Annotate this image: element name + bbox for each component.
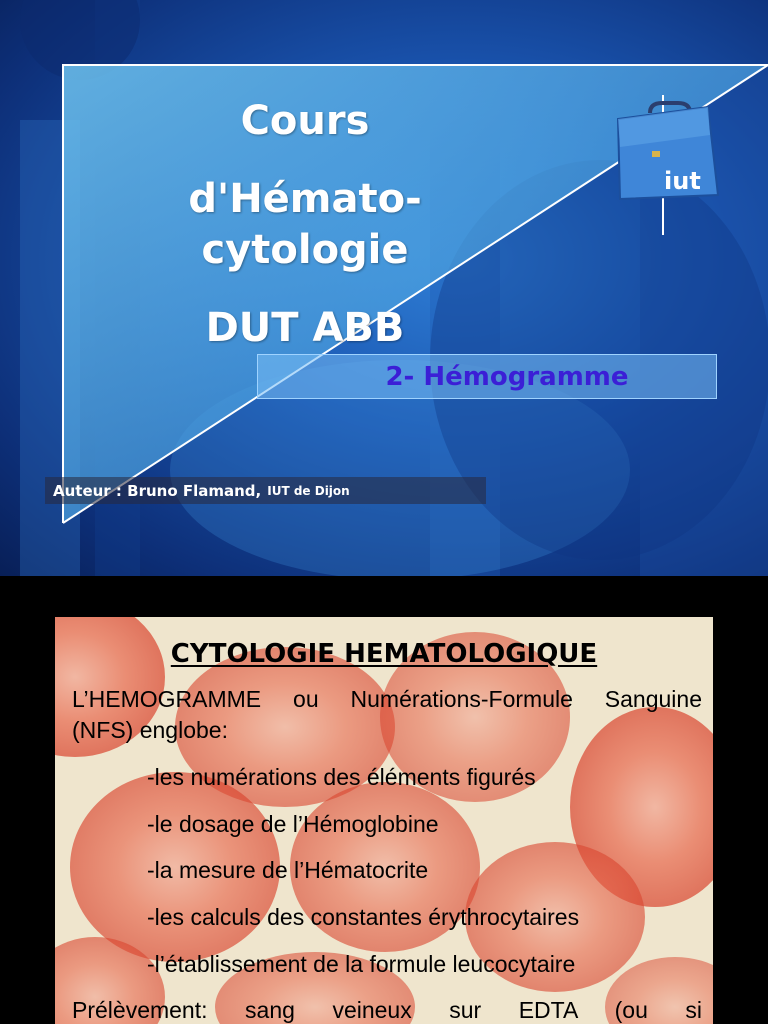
logo-text: iut: [664, 167, 701, 195]
subtitle: 2- Hémogramme: [385, 361, 629, 392]
list-item: -les numérations des éléments figurés: [147, 764, 536, 790]
subtitle-box: [257, 354, 717, 399]
briefcase-icon: [610, 95, 725, 235]
title-line-1: Cours: [240, 98, 370, 144]
outro-line: Prélèvement: sang veineux sur EDTA (ou si: [72, 997, 702, 1023]
list-item: -l’établissement de la formule leucocytaire: [147, 951, 576, 977]
title-line-2: d'Hémato-: [188, 176, 422, 222]
title-line-4: DUT ABB: [205, 305, 405, 351]
slide-heading: CYTOLOGIE HEMATOLOGIQUE: [170, 639, 598, 669]
list-item: -les calculs des constantes érythrocytaires: [147, 904, 580, 930]
title-line-3: cytologie: [201, 227, 409, 273]
author-name: Auteur : Bruno Flamand,: [53, 481, 262, 500]
intro-line-1: L’HEMOGRAMME ou Numérations-Formule Sanguine: [72, 686, 702, 712]
intro-line-2: (NFS) englobe:: [72, 717, 228, 743]
author-institution: IUT de Dijon: [267, 483, 350, 498]
list-item: -le dosage de l’Hémoglobine: [147, 811, 439, 837]
author-bar: [45, 477, 486, 504]
content-slide: [55, 617, 713, 1024]
list-item: -la mesure de l’Hématocrite: [147, 857, 429, 883]
